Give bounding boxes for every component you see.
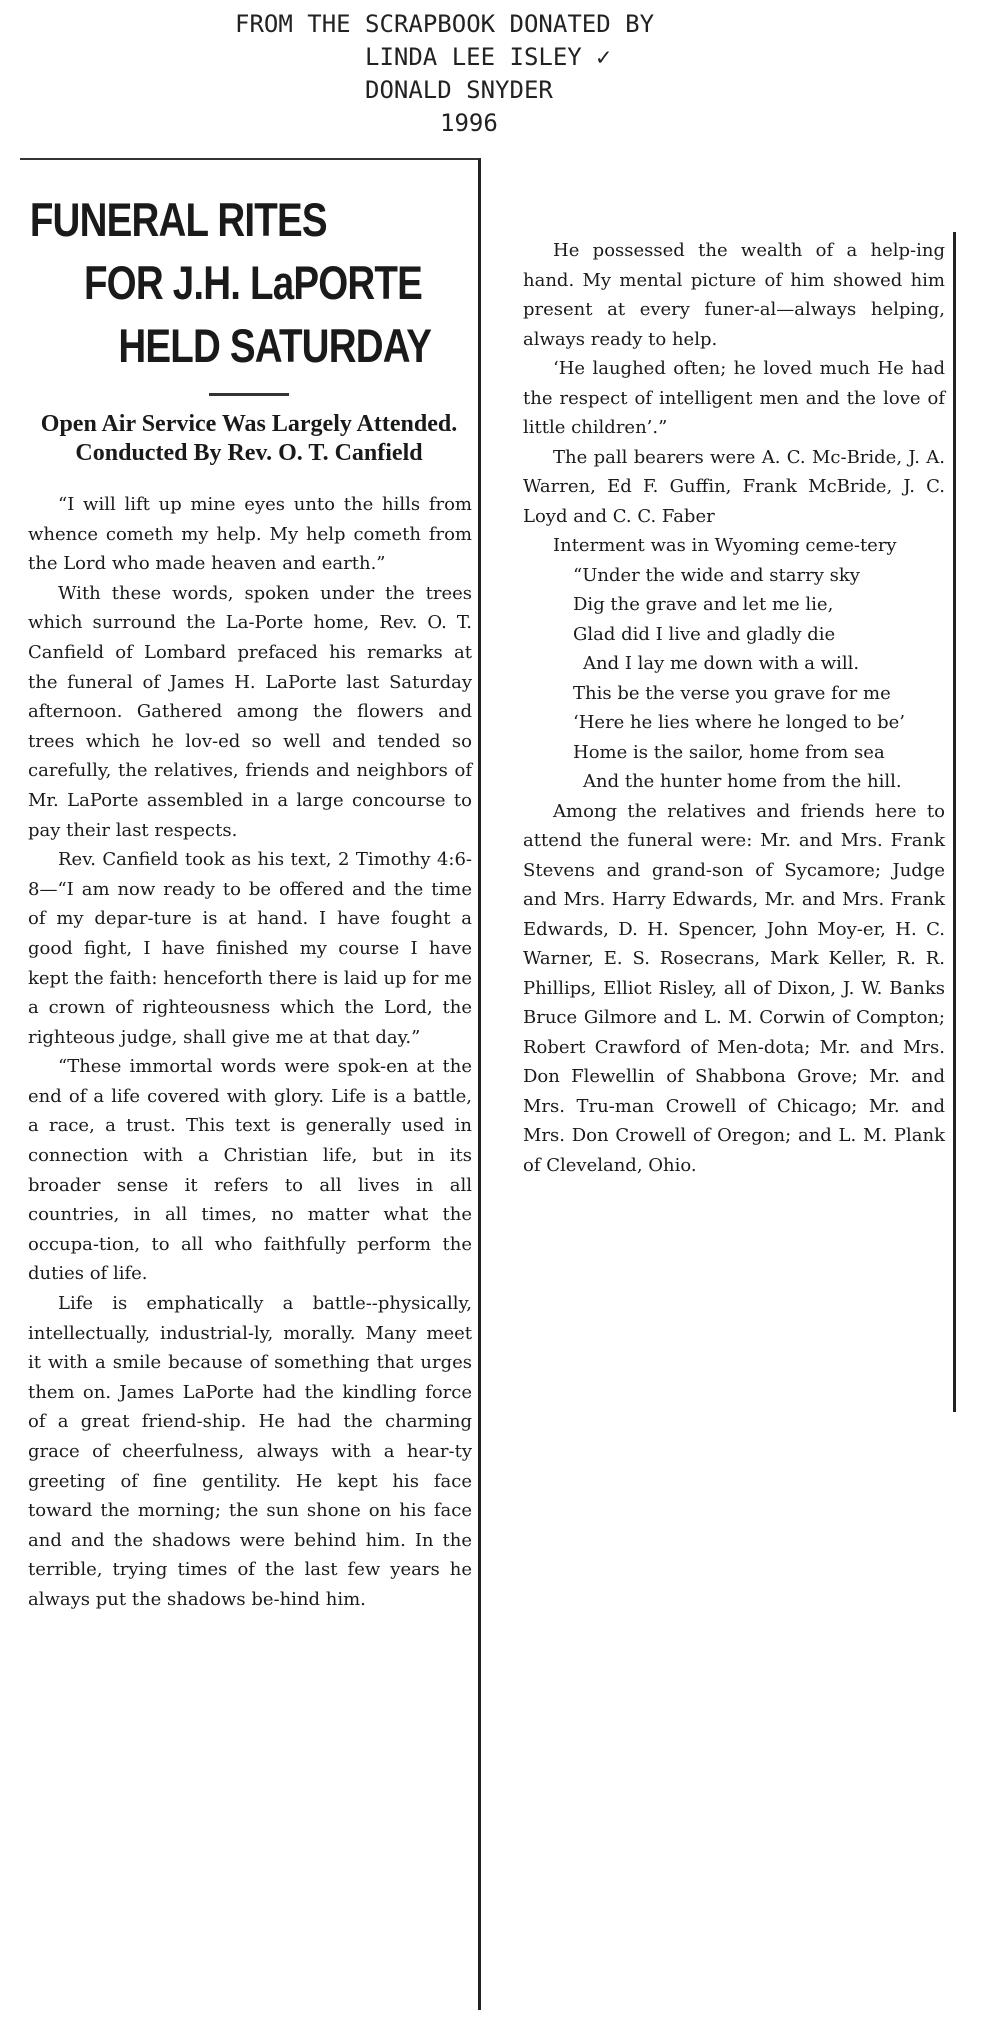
article-subhead: Open Air Service Was Largely Attended. Conducted By Rev. O. T. Canfield xyxy=(40,411,458,466)
poem-line: “Under the wide and starry sky xyxy=(573,564,860,586)
article-headline xyxy=(20,188,467,377)
article-column-left xyxy=(20,158,481,2010)
scrapbook-note-line-2: LINDA LEE ISLEY ✓ xyxy=(365,43,611,71)
article-column-right xyxy=(513,232,956,1412)
headline-divider xyxy=(209,393,289,396)
paragraph: ‘He laughed often; he loved much He had the respect of intelligent men and the love of little children’.” xyxy=(523,358,945,438)
poem-line: Home is the sailor, home from sea xyxy=(573,741,885,763)
paragraph-relatives: Among the relatives and friends here to attend the funeral were: Mr. and Mrs. Frank Stevens and grand-son of Sycamore; Judge and Mrs. Harry Edwards, Mr. and Mrs. Frank Edwards, D. H. Spencer, John Moy-er, H. C. Warner, E. S. Rosecrans, Mark Keller, R. R. Phillips, Elliot Risley, all of Dixon, J. W. Banks Bruce Gilmore and L. M. Corwin of Compton; Robert Crawford of Men-dota; Mr. and Mrs. Don Flewellin of Shabbona Grove; Mr. and Mrs. Tru-man Crowell of Chicago; Mr. and Mrs. Don Crowell of Oregon; and L. M. Plank of Cleveland, Ohio. xyxy=(523,800,945,1176)
scrapbook-note-year: 1996 xyxy=(440,109,498,137)
paragraph: He possessed the wealth of a help-ing hand. My mental picture of him showed him present at every funer-al—always helping, always ready to help. xyxy=(523,240,945,350)
paragraph: Interment was in Wyoming ceme-tery xyxy=(553,535,897,556)
poem-line: Glad did I live and gladly die xyxy=(573,623,836,645)
article-body-right xyxy=(513,232,953,1180)
poem-line: And I lay me down with a will. xyxy=(583,653,860,674)
poem-line: This be the verse you grave for me xyxy=(573,682,891,704)
headline-line-3: HELD SATURDAY xyxy=(118,319,432,372)
article-body-left xyxy=(20,468,478,1615)
poem xyxy=(523,561,945,797)
paragraph: With these words, spoken under the trees which surround the La-Porte home, Rev. O. T. Canfield of Lombard prefaced his remarks at the funeral of James H. LaPorte last Saturday afternoon. Gathered among the flowers and trees which he lov-ed so well and tended so carefully, the relatives, friends and neighbors of Mr. LaPorte assembled in a large concourse to pay their last respects. xyxy=(28,582,472,841)
poem-line: And the hunter home from the hill. xyxy=(583,771,902,792)
paragraph: Life is emphatically a battle--physically, intellectually, industrial-ly, morally. Many meet it with a smile because of something that urges them on. James LaPorte had the kindling force of a great friend-ship. He had the charming grace of cheerfulness, always with a hear-ty greeting of fine gentility. He kept his face toward the morning; the sun shone on his face and and the shadows were behind him. In the terrible, trying times of the last few years he always put the shadows be-hind him. xyxy=(28,1293,472,1610)
paragraph: The pall bearers were A. C. Mc-Bride, J. A. Warren, Ed F. Guffin, Frank McBride, J. C. Loyd and C. C. Faber xyxy=(523,446,945,527)
scrapbook-note-line-1: FROM THE SCRAPBOOK DONATED BY xyxy=(235,10,655,38)
headline-line-1: FUNERAL RITES xyxy=(29,193,327,246)
scrapbook-note xyxy=(235,8,795,140)
scrapbook-note-line-3: DONALD SNYDER xyxy=(365,76,553,104)
paragraph: “I will lift up mine eyes unto the hills from whence cometh my help. My help cometh from the Lord who made heaven and earth.” xyxy=(28,494,472,575)
headline-line-2: FOR J.H. LaPORTE xyxy=(83,256,423,309)
paragraph: Rev. Canfield took as his text, 2 Timothy 4:6-8—“I am now ready to be offered and the time of my depar-ture is at hand. I have fought a good fight, I have finished my course I have kept the faith: henceforth there is laid up for me a crown of righteousness which the Lord, the righteous judge, shall give me at that day.” xyxy=(28,849,472,1048)
poem-line: ‘Here he lies where he longed to be’ xyxy=(573,712,906,733)
poem-line: Dig the grave and let me lie, xyxy=(573,594,834,615)
paragraph: “These immortal words were spok-en at the end of a life covered with glory. Life is a battle, a race, a trust. This text is generally used in connection with a Christian life, but in its broader sense it refers to all lives in all countries, in all times, no matter what the occupa-tion, to all who faithfully perform the duties of life. xyxy=(28,1056,472,1285)
